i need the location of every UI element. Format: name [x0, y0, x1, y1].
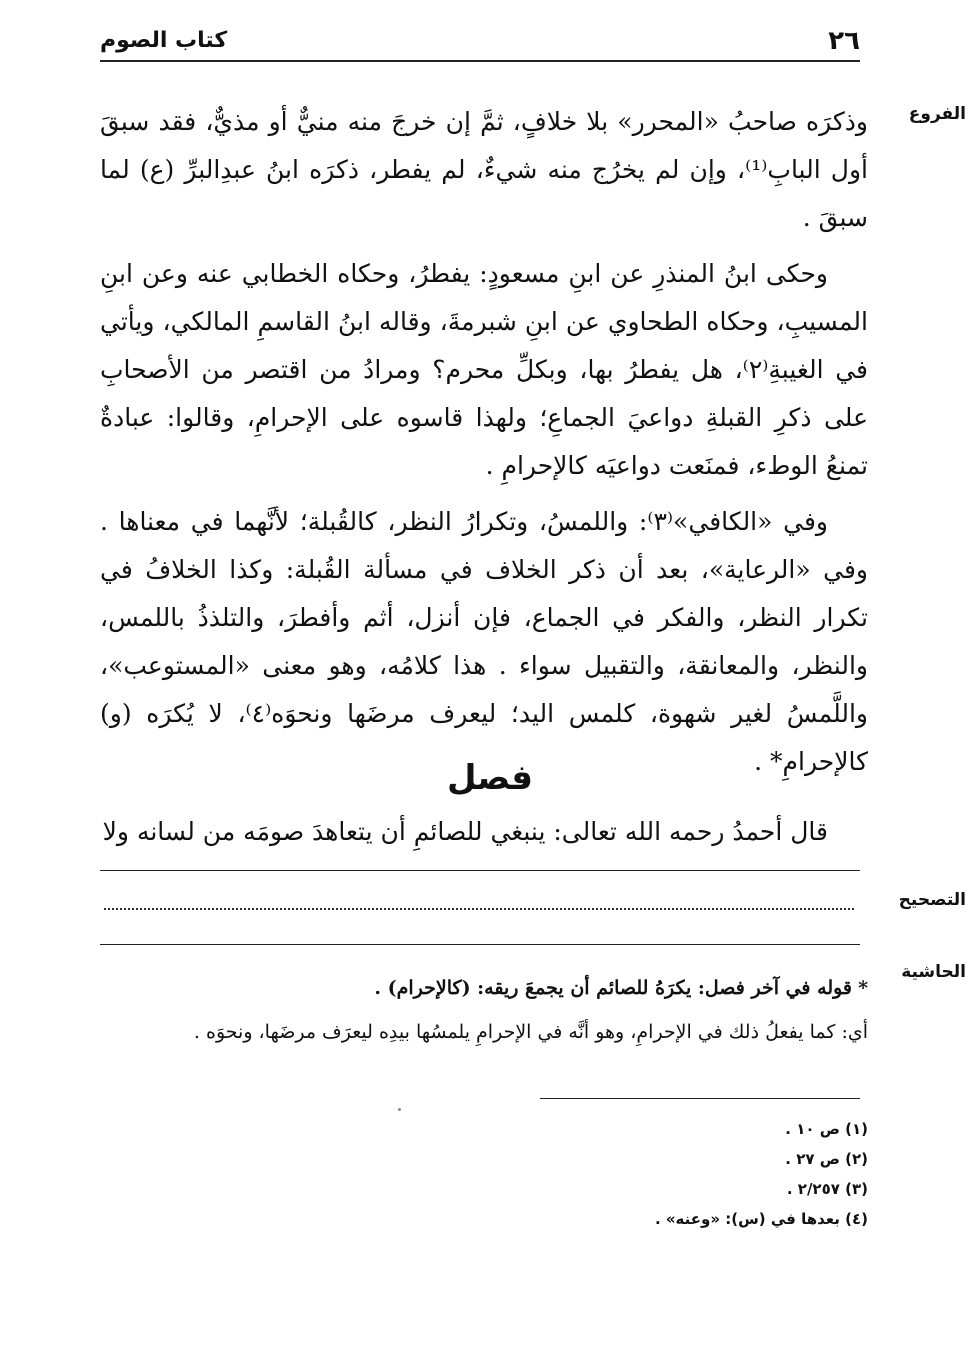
- label-hashiya: الحاشية: [901, 962, 966, 982]
- label-furu: الفروع: [908, 104, 966, 124]
- tashih-dotted-line: [104, 908, 854, 910]
- footnote: (٤) بعدها في (س): «وعنه» .: [654, 1210, 868, 1228]
- footnote: (٢) ص ٢٧ .: [785, 1150, 868, 1168]
- section-heading: فصل: [446, 758, 534, 798]
- main-paragraph: وفي «الكافي»⁽٣⁾: واللمسُ، وتكرارُ النظر، كالقُبلة؛ لأنَّهما في معناها . وفي «الرعاية»، بعد أن ذكر الخلاف في مسألة القُبلة: وكذا الخلافُ في تكرار النظر، والفكر في الجماع، فإن أنزل، أثم وأفطرَ، والتلذذُ باللمس، والنظر، والمعانقة، والتقبيل سواء . هذا كلامُه، وهو معنى «المستوعب»، واللَّمسُ لغير شهوة، كلمس اليد؛ ليعرف مرضَها ونحوَه⁽٤⁾، لا يُكرَه (و) كالإحرامِ* .: [100, 507, 868, 776]
- main-text: [100, 98, 868, 794]
- main-paragraph: وحكى ابنُ المنذرِ عن ابنِ مسعودٍ: يفطرُ، وحكاه الخطابي عنه وعن ابنِ المسيبِ، وحكاه الطحاوي عن ابنِ شبرمةَ، وقاله ابنُ القاسمِ المالكي، ويأتي في الغيبةِ⁽٢⁾، هل يفطرُ بها، وبكلِّ محرم؟ ومرادُ من اقتصر من الأصحابِ على ذكرِ القبلةِ دواعيَ الجماعِ؛ ولهذا قاسوه على الإحرامِ، وقالوا: عبادةٌ تمنعُ الوطء، فمنَعت دواعيَه كالإحرامِ .: [100, 259, 868, 480]
- page-number: ٢٦: [828, 26, 860, 56]
- footnotes: [368, 1114, 868, 1234]
- footnote: (١) ص ١٠ .: [785, 1120, 868, 1138]
- label-tashih: التصحيح: [898, 890, 966, 910]
- scan-speck: [398, 1108, 401, 1111]
- gloss-star: *: [858, 977, 868, 999]
- main-paragraph: وذكرَه صاحبُ «المحرر» بلا خلافٍ، ثمَّ إن خرجَ منه منيٌّ أو مذيٌّ، فقد سبقَ أول البابِ⁽¹⁾، وإن لم يخرُج منه شيءٌ، لم يفطر، ذكرَه ابنُ عبدِالبرِّ (ع) لما سبقَ .: [100, 107, 868, 232]
- gloss-headline: قوله في آخر فصل: يكرَهُ للصائم أن يجمعَ ريقه: (كالإحرام) .: [374, 977, 853, 999]
- gloss-explanation: أي: كما يفعلُ ذلك في الإحرامِ، وهو أنَّه في الإحرامِ يلمسُها بيدِه ليعرَف مرضَها، ونحوَه .: [193, 1021, 868, 1043]
- divider: [100, 944, 860, 945]
- divider: [100, 870, 860, 871]
- footnote: (٣) ٢/٢٥٧ .: [786, 1180, 868, 1198]
- main-last-line: قال أحمدُ رحمه الله تعالى: ينبغي للصائمِ أن يتعاهدَ صومَه من لسانه ولا: [102, 817, 828, 846]
- footnote-rule: [540, 1098, 860, 1099]
- book-title: كتاب الصوم: [100, 28, 228, 53]
- page-header: [100, 24, 860, 62]
- gloss-block: [108, 966, 868, 1054]
